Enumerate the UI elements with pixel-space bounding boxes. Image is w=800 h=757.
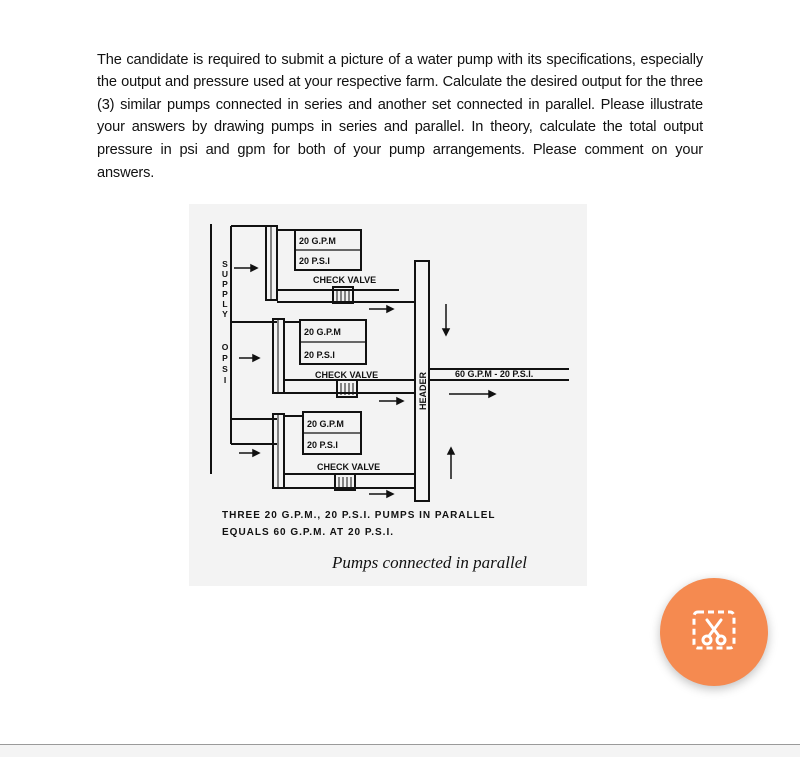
- pump-2-pressure: 20 P.S.I: [304, 350, 335, 360]
- pump-2-valve-label: CHECK VALVE: [315, 370, 379, 380]
- supply-letter: P: [222, 279, 228, 289]
- supply-letter: I: [223, 375, 227, 385]
- supply-letter: S: [222, 259, 228, 269]
- pump-diagram: [189, 204, 587, 586]
- bottom-bar: [0, 744, 800, 757]
- supply-letter: P: [222, 353, 228, 363]
- scissors-icon: [686, 602, 742, 663]
- question-text: The candidate is required to submit a picture of a water pump with its specifications, especially the output and pressure used at your respective farm. Calculate the desired output for the three (3) similar pumps connected in series and another set connected in parallel. Please illustrate your answers by drawing pumps in series and parallel. In theory, calculate the total output pressure in psi and gpm for both of your pump arrangements. Please comment on your answers.: [97, 51, 703, 181]
- pump-2-flow: 20 G.P.M: [304, 327, 341, 337]
- header-label: HEADER: [418, 371, 428, 410]
- note-line-2: EQUALS 60 G.P.M. AT 20 P.S.I.: [222, 527, 395, 538]
- check-valve-2: [337, 380, 357, 397]
- supply-letter: O: [221, 342, 229, 352]
- pump-diagram-figure: [189, 204, 587, 586]
- snip-button[interactable]: [660, 578, 768, 686]
- supply-letter: P: [222, 289, 228, 299]
- output-label: 60 G.P.M - 20 P.S.I.: [455, 369, 534, 379]
- pump-1-valve-label: CHECK VALVE: [313, 275, 377, 285]
- supply-letter: L: [222, 299, 228, 309]
- note-line-1: THREE 20 G.P.M., 20 P.S.I. PUMPS IN PARALLEL: [222, 510, 496, 521]
- pump-3-pressure: 20 P.S.I: [307, 440, 338, 450]
- pump-1-flow: 20 G.P.M: [299, 236, 336, 246]
- pump-3-valve-label: CHECK VALVE: [317, 462, 381, 472]
- figure-caption: Pumps connected in parallel: [332, 553, 527, 572]
- supply-letter: U: [221, 269, 229, 279]
- supply-label: [222, 259, 229, 385]
- pump-3-flow: 20 G.P.M: [307, 419, 344, 429]
- supply-letter: Y: [222, 309, 228, 319]
- pump-1-pressure: 20 P.S.I: [299, 256, 330, 266]
- supply-letter: S: [222, 364, 228, 374]
